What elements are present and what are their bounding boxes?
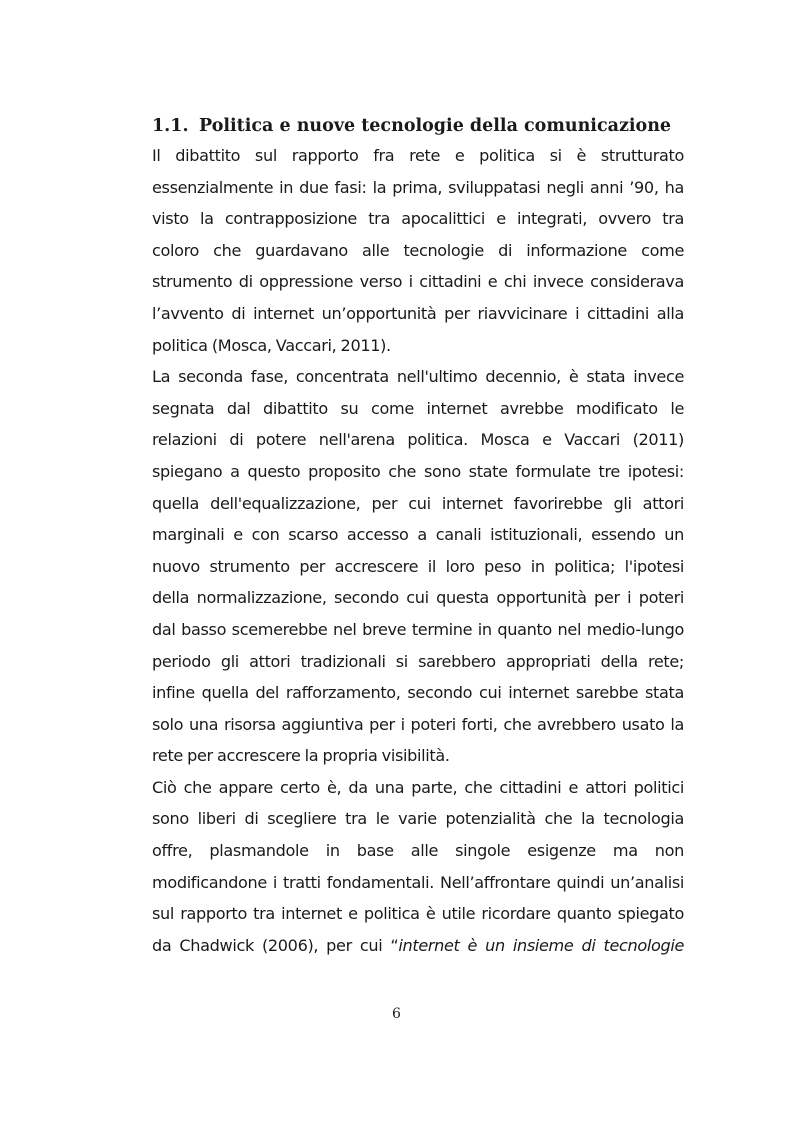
- text-line: nuovo strumento per accrescere il loro peso in politica; l'ipotesi: [152, 556, 684, 576]
- text-line: relazioni di potere nell'arena politica. Mosca e Vaccari (2011): [152, 430, 684, 450]
- quote-prefix: da Chadwick (2006), per cui “: [152, 935, 399, 955]
- text-line: quella dell'equalizzazione, per cui internet favorirebbe gli attori: [152, 493, 684, 513]
- text-line: solo una risorsa aggiuntiva per i poteri forti, che avrebbero usato la: [152, 714, 684, 734]
- text-line: politica (Mosca, Vaccari, 2011).: [152, 335, 391, 355]
- text-line: modificandone i tratti fondamentali. Nell’affrontare quindi un’analisi: [152, 872, 684, 892]
- text-line: Ciò che appare certo è, da una parte, che cittadini e attori politici: [152, 777, 684, 797]
- text-line: rete per accrescere la propria visibilità.: [152, 746, 450, 766]
- text-line: La seconda fase, concentrata nell'ultimo decennio, è stata invece: [152, 367, 684, 387]
- text-line: dal basso scemerebbe nel breve termine in quanto nel medio-lungo: [152, 619, 684, 639]
- text-line: periodo gli attori tradizionali si sarebbero appropriati della rete;: [152, 651, 684, 671]
- text-line: spiegano a questo proposito che sono state formulate tre ipotesi:: [152, 461, 684, 481]
- text-line: offre, plasmandole in base alle singole esigenze ma non: [152, 841, 684, 861]
- text-line: l’avvento di internet un’opportunità per riavvicinare i cittadini alla: [152, 303, 684, 323]
- section-number: 1.1.: [152, 116, 189, 136]
- text-line: della normalizzazione, secondo cui questa opportunità per i poteri: [152, 588, 684, 608]
- text-line: sono liberi di scegliere tra le varie potenzialità che la tecnologia: [152, 809, 684, 829]
- text-line: essenzialmente in due fasi: la prima, sviluppatasi negli anni ’90, ha: [152, 177, 684, 197]
- body-text: [152, 140, 684, 961]
- text-line-final: [152, 930, 684, 962]
- text-line: strumento di oppressione verso i cittadini e chi invece considerava: [152, 272, 684, 292]
- text-line: marginali e con scarso accesso a canali istituzionali, essendo un: [152, 525, 684, 545]
- page-number: 6: [392, 1006, 401, 1022]
- text-line: infine quella del rafforzamento, secondo cui internet sarebbe stata: [152, 683, 684, 703]
- text-line: coloro che guardavano alle tecnologie di informazione come: [152, 240, 684, 260]
- text-line: sul rapporto tra internet e politica è utile ricordare quanto spiegato: [152, 904, 684, 924]
- text-line: Il dibattito sul rapporto fra rete e politica si è strutturato: [152, 146, 684, 165]
- text-line: segnata dal dibattito su come internet avrebbe modificato le: [152, 398, 684, 418]
- section-title: Politica e nuove tecnologie della comunicazione: [199, 116, 672, 136]
- text-line: visto la contrapposizione tra apocalittici e integrati, ovvero tra: [152, 209, 684, 229]
- section-heading: [152, 113, 692, 139]
- quote-italic: internet è un insieme di tecnologie: [398, 935, 684, 955]
